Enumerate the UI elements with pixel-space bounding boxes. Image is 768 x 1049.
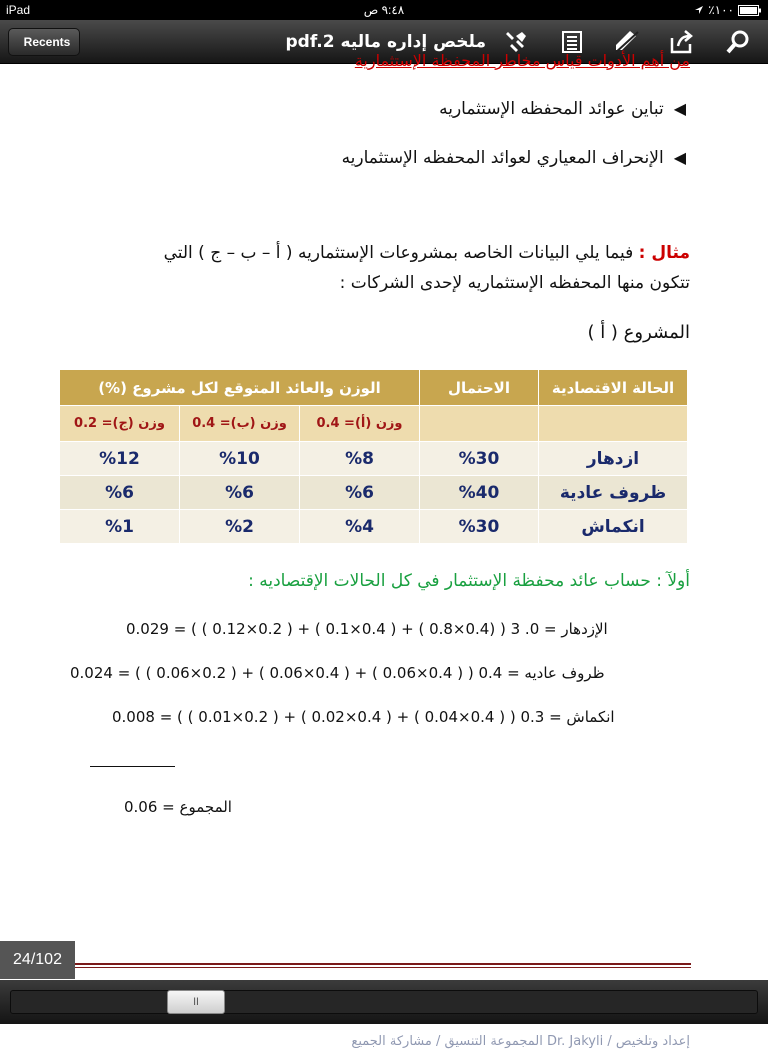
project-label: المشروع ( أ ) <box>587 322 690 343</box>
battery-percent: ٪١٠٠ <box>708 3 734 17</box>
bullet-item <box>439 99 686 119</box>
equation-label: انكماش = 0.3 <box>520 708 615 726</box>
cell-a: %4 <box>300 510 420 544</box>
header-weights: الوزن والعائد المتوقع لكل مشروع (%) <box>60 370 420 406</box>
subheader-empty <box>539 406 688 442</box>
clipped-heading: من أهم الأدوات قياس مخاطر المحفظة الإستثمارية <box>354 51 690 70</box>
equation-row <box>126 620 608 638</box>
cell-c: %6 <box>60 476 180 510</box>
cell-b: %6 <box>180 476 300 510</box>
header-state: الحالة الاقتصادية <box>539 370 688 406</box>
scrubber-thumb[interactable]: ll <box>167 990 225 1014</box>
total: المجموع = 0.06 <box>124 798 232 816</box>
cell-prob: %30 <box>420 442 539 476</box>
subheader-empty <box>420 406 539 442</box>
equation-expr: 0.008 = ( ( 0.01×0.2 ) + ( 0.02×0.4 ) + ( 0.04×0.4 ) ) <box>112 708 521 726</box>
header-prob: الاحتمال <box>420 370 539 406</box>
cell-c: %12 <box>60 442 180 476</box>
cell-a: %8 <box>300 442 420 476</box>
equation-expr: 0.029 = ( ( 0.12×0.2 ) + ( 0.1×0.4 ) + ( 0.8×0.4) ) <box>126 620 511 638</box>
cell-b: %10 <box>180 442 300 476</box>
cell-a: %6 <box>300 476 420 510</box>
section-title: أولآ : حساب عائد محفظة الإستثمار في كل الحالات الإقتصاديه : <box>248 571 690 591</box>
sum-divider <box>90 766 175 767</box>
page-scrubber <box>0 980 768 1024</box>
scrubber-track[interactable] <box>10 990 758 1014</box>
clock: ٩:٤٨ ص <box>363 3 405 17</box>
equation-row <box>112 708 615 726</box>
example-line-1 <box>164 238 690 268</box>
recents-back-button[interactable]: Recents <box>8 28 80 56</box>
cell-state: انكماش <box>539 510 688 544</box>
subheader-weight-a: وزن (أ)= 0.4 <box>300 406 420 442</box>
equation-label: الإزدهار = 0. 3 <box>510 620 608 638</box>
device-label: iPad <box>6 3 31 17</box>
subheader-weight-c: وزن (ج)= 0.2 <box>60 406 180 442</box>
footer-divider <box>55 967 691 968</box>
subheader-weight-b: وزن (ب)= 0.4 <box>180 406 300 442</box>
search-icon[interactable] <box>724 28 752 56</box>
document-title: ملخص إداره ماليه pdf.2 <box>285 32 486 52</box>
table-row <box>60 476 688 510</box>
page-footer: إعداد وتلخيص / Dr. Jakyli المجموعة التنسيق / مشاركة الجميع <box>351 1034 690 1049</box>
bullet-item <box>342 148 686 168</box>
cell-c: %1 <box>60 510 180 544</box>
cell-prob: %30 <box>420 510 539 544</box>
cell-b: %2 <box>180 510 300 544</box>
equation-row <box>70 664 605 682</box>
table-row <box>60 442 688 476</box>
data-table <box>59 369 688 544</box>
bullet-text: تباين عوائد المحفظه الإستثماريه <box>439 99 664 119</box>
example-text: فيما يلي البيانات الخاصه بمشروعات الإستثماريه ( أ – ب – ج ) التي <box>163 243 634 263</box>
table-row <box>60 510 688 544</box>
cell-prob: %40 <box>420 476 539 510</box>
footer-divider <box>55 963 691 965</box>
cell-state: ظروف عادية <box>539 476 688 510</box>
page-indicator: 24/102 <box>0 941 75 979</box>
bullet-text: الإنحراف المعياري لعوائد المحفظه الإستثماريه <box>341 148 664 168</box>
battery-icon <box>738 5 762 16</box>
location-icon <box>694 5 704 15</box>
arrow-bullet-icon: ◀ <box>673 148 686 167</box>
battery-area <box>694 3 762 17</box>
equation-label: ظروف عاديه = 0.4 <box>478 664 605 682</box>
example-label: مثال : <box>638 243 690 263</box>
cell-state: ازدهار <box>539 442 688 476</box>
status-bar <box>0 0 768 20</box>
example-line-2: تتكون منها المحفظه الإستثماريه لإحدى الشركات : <box>339 273 690 293</box>
arrow-bullet-icon: ◀ <box>673 99 686 118</box>
equation-expr: 0.024 = ( ( 0.06×0.2 ) + ( 0.06×0.4 ) + ( 0.06×0.4 ) ) <box>70 664 479 682</box>
